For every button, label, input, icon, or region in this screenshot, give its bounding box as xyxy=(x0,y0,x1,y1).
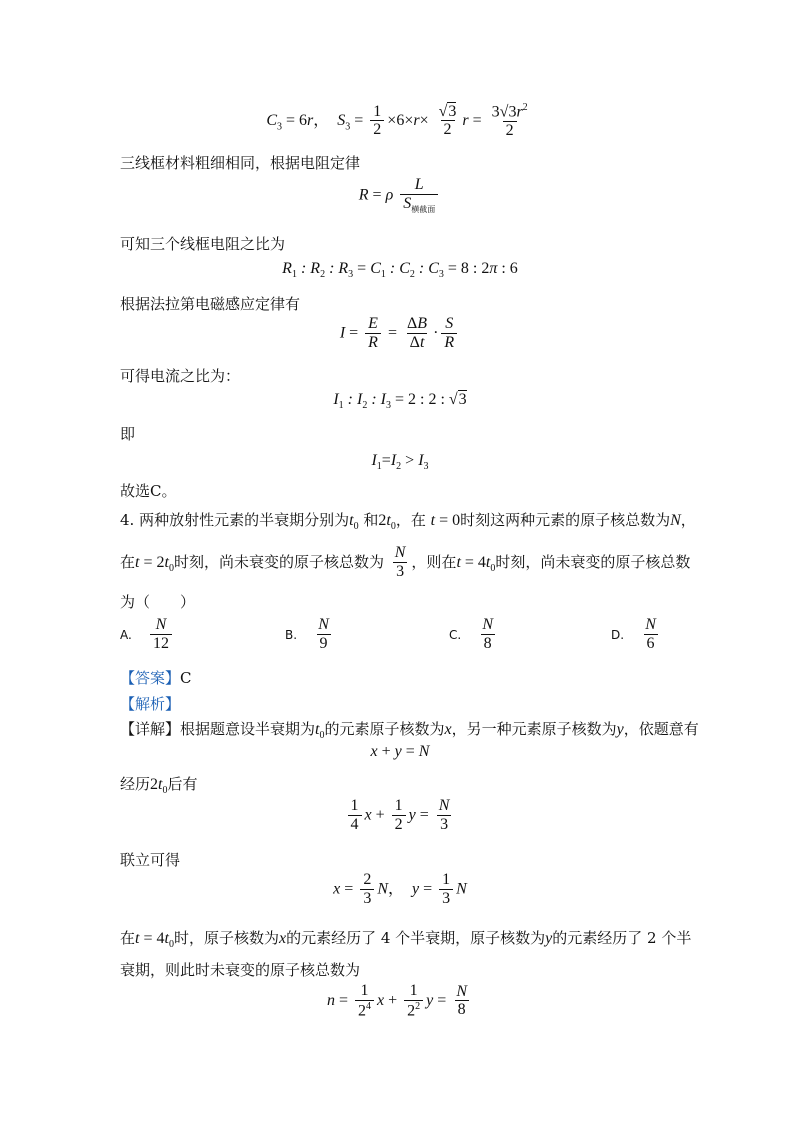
formula-current-ratio: $I_1$ : $I_2$ : $I_3 = 2$ : 2 : √3 xyxy=(333,391,467,412)
answer-value: C xyxy=(180,669,192,687)
ji-text: 即 xyxy=(120,425,136,443)
combine-text: 联立可得 xyxy=(120,851,181,869)
option-b[interactable]: B. $\frac{N}{9}$ xyxy=(285,616,329,652)
formula-solution: x = $\frac{2}{3}$ N， y = $\frac{1}{3}$ N xyxy=(333,871,467,907)
after-line: 经历$2t_0$后有 xyxy=(120,775,198,797)
final-line-1: 在$t = 4t_0$时，原子核数为x的元素经历了 4 个半衰期，原子核数为y的元素经历了 2 个半 xyxy=(120,929,692,951)
formula-c3-s3: $C_3 = 6r$， $S_3$ = $\frac{1}{2}$ ×6×r× $\frac{√3}{2}$ r = $\frac{3√3r^2}{2}$ xyxy=(266,102,528,140)
conclusion-text: 故选C。 xyxy=(120,482,177,500)
option-d[interactable]: D. $\frac{N}{6}$ xyxy=(611,616,656,652)
formula-resistance-ratio: $R_1$ : $R_2$ : $R_3 = C_1$ : $C_2$ : $C_3 = 8$ : 2π : 6 xyxy=(282,260,518,281)
question-number: 4. xyxy=(120,511,135,529)
formula-after-decay: $\frac{1}{4}$ x + $\frac{1}{2}$ y = $\frac{N}{3}$ xyxy=(0,798,800,834)
question-line-1: 4. 两种放射性元素的半衰期分别为$t_0$ 和$2t_0$，在 t = 0时刻这两种元素的原子核总数为N， xyxy=(120,511,696,533)
answer-line xyxy=(120,667,192,688)
analysis-tag: 【解析】 xyxy=(120,695,181,713)
final-line-2: 衰期，则此时未衰变的原子核总数为 xyxy=(120,961,361,979)
formula-sum: x + y = N xyxy=(370,743,430,760)
three-wire-text: 三线框材料粗细相同，根据电阻定律 xyxy=(120,154,361,172)
detail-line: 【详解】根据题意设半衰期为$t_0$的元素原子核数为x，另一种元素原子核数为y，依题意有 xyxy=(120,720,699,742)
answer-tag: 【答案】 xyxy=(120,669,181,687)
question-line-2: 在$t = 2t_0$时刻，尚未衰变的原子核总数为 $\frac{N}{3}$ ，则在$t = 4t_0$时刻，尚未衰变的原子核总数 xyxy=(120,544,691,580)
question-line-3: 为（ ） xyxy=(120,593,196,611)
formula-current-compare: $I_1=I_2 > I_3$ xyxy=(371,452,429,473)
resistance-ratio-text: 可知三个线框电阻之比为 xyxy=(120,235,286,253)
option-c[interactable]: C. $\frac{N}{8}$ xyxy=(449,616,494,652)
detail-tag: 【详解】 xyxy=(120,720,181,738)
current-ratio-text: 可得电流之比为： xyxy=(120,367,241,385)
formula-final: n = $\frac{1}{2^4}$ x + $\frac{1}{2^2}$ y = $\frac{N}{8}$ xyxy=(327,982,467,1020)
cross-section-subscript: 横截面 xyxy=(411,204,436,214)
faraday-text: 根据法拉第电磁感应定律有 xyxy=(120,295,301,313)
option-a[interactable]: A. $\frac{N}{12}$ xyxy=(120,617,175,653)
formula-resistance-law: R = ρ $\frac{L}{S_{横截面}}$ xyxy=(0,177,800,214)
formula-faraday: I = $\frac{E}{R}$ = $\frac{\Delta B}{\Delta t}$ · $\frac{S}{R}$ xyxy=(0,316,800,352)
